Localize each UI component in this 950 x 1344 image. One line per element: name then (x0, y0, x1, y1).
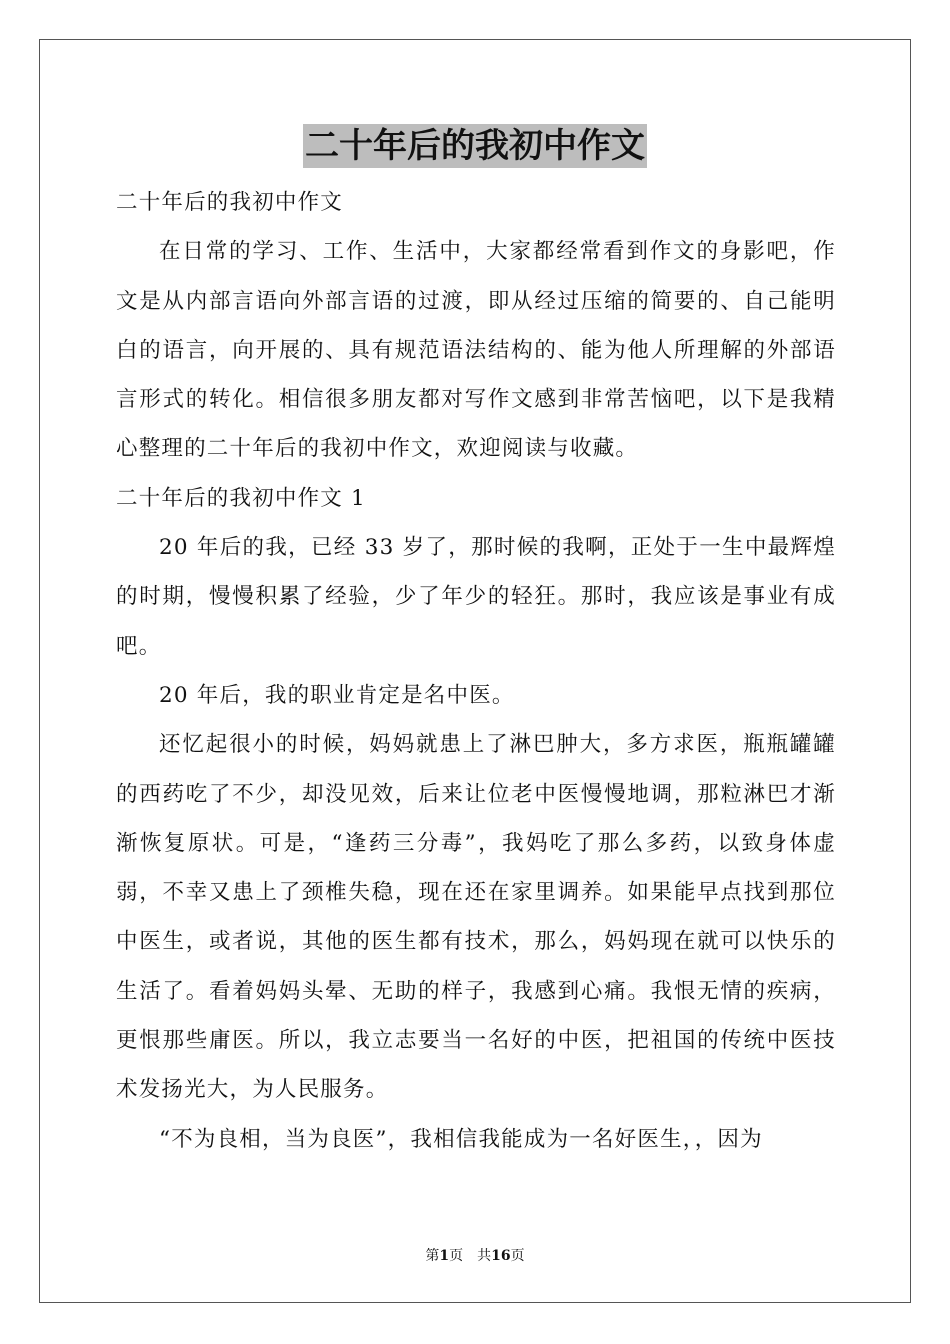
title-container (0, 124, 950, 168)
document-title: 二十年后的我初中作文 (305, 126, 645, 166)
footer-page-number: 1 (439, 1248, 450, 1264)
footer-middle: 页 共 (449, 1248, 492, 1264)
document-body (116, 178, 836, 1164)
footer-suffix: 页 (510, 1248, 525, 1264)
paragraph-intro: 在日常的学习、工作、生活中，大家都经常看到作文的身影吧，作文是从内部言语向外部言语的过渡，即从经过压缩的简要的、自己能明白的语言，向开展的、具有规范语法结构的、能为他人所理解的外部语言形式的转化。相信很多朋友都对写作文感到非常苦恼吧，以下是我精心整理的二十年后的我初中作文，欢迎阅读与收藏。 (116, 239, 836, 462)
paragraph: 20 年后，我的职业肯定是名中医。 (159, 682, 515, 708)
paragraph: 20 年后的我，已经 33 岁了，那时候的我啊，正处于一生中最辉煌的时期，慢慢积累了经验，少了年少的轻狂。那时，我应该是事业有成吧。 (116, 535, 836, 659)
paragraph-heading: 二十年后的我初中作文 (116, 190, 344, 215)
paragraph: “不为良相，当为良医”，我相信我能成为一名好医生，，因为 (159, 1126, 763, 1152)
page-footer (0, 1247, 950, 1265)
paragraph-section-heading: 二十年后的我初中作文 1 (116, 485, 366, 511)
footer-prefix: 第 (425, 1248, 440, 1264)
footer-total-pages: 16 (491, 1248, 511, 1264)
paragraph: 还忆起很小的时候，妈妈就患上了淋巴肿大，多方求医，瓶瓶罐罐的西药吃了不少，却没见效，后来让位老中医慢慢地调，那粒淋巴才渐渐恢复原状。可是，“逢药三分毒”，我妈吃了那么多药，以致身体虚弱，不幸又患上了颈椎失稳，现在还在家里调养。如果能早点找到那位中医生，或者说，其他的医生都有技术，那么，妈妈现在就可以快乐的生活了。看着妈妈头晕、无助的样子，我感到心痛。我恨无情的疾病，更恨那些庸医。所以，我立志要当一名好的中医，把祖国的传统中医技术发扬光大，为人民服务。 (116, 732, 836, 1103)
